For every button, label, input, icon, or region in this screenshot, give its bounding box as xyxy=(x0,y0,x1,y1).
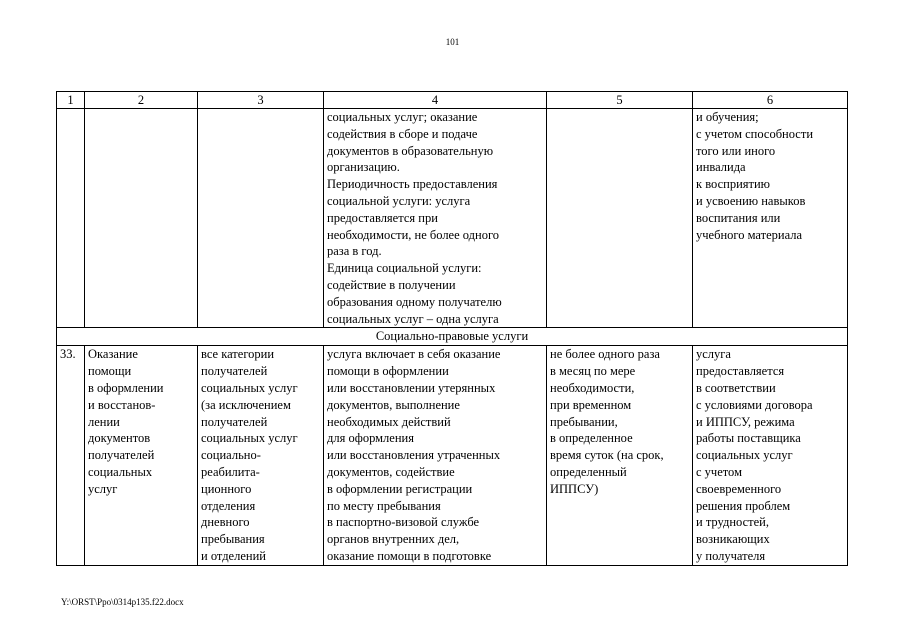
cell-line: ИППСУ) xyxy=(550,481,599,496)
cell-line: услуга xyxy=(696,347,731,362)
cell-line: с учетом xyxy=(696,464,742,479)
cell-line: своевременного xyxy=(696,481,782,496)
cell-line: того или иного xyxy=(696,143,776,158)
cell-line: социальных услуг – одна услуга xyxy=(327,311,499,326)
cell-line: при временном xyxy=(550,397,632,412)
cell-line: получателей xyxy=(201,414,268,429)
cell-line: все категории xyxy=(201,347,275,362)
cell-line: с учетом способности xyxy=(696,126,814,141)
cont-col5 xyxy=(547,109,693,328)
cell-line: или восстановлении утерянных xyxy=(327,380,496,395)
header-cell-5: 5 xyxy=(547,92,693,109)
cell-line: в определенное xyxy=(550,431,633,446)
cell-line: социальных услуг xyxy=(201,431,298,446)
footer-file-path: Y:\ORST\Ppo\0314p135.f22.docx xyxy=(61,597,184,607)
row-33 xyxy=(57,346,848,565)
cell-line: необходимых действий xyxy=(327,414,451,429)
services-table xyxy=(56,91,848,566)
header-cell-1: 1 xyxy=(57,92,85,109)
cell-line: организацию. xyxy=(327,160,400,175)
cell-line: в оформлении xyxy=(88,380,164,395)
cell-line: у получателя xyxy=(696,548,766,563)
row33-number xyxy=(57,346,85,565)
cell-line: решения проблем xyxy=(696,498,791,513)
cell-line: Оказание xyxy=(88,347,138,362)
cell-line: органов внутренних дел, xyxy=(327,532,460,547)
header-cell-4: 4 xyxy=(324,92,547,109)
cell-line: документов, содействие xyxy=(327,464,455,479)
header-cell-3: 3 xyxy=(198,92,324,109)
cont-col4-description xyxy=(324,109,547,328)
cell-line: для оформления xyxy=(327,431,414,446)
cell-line: раза в год. xyxy=(327,244,382,259)
cont-col3 xyxy=(198,109,324,328)
page-number: 101 xyxy=(445,37,460,47)
cell-line: пребывании, xyxy=(550,414,618,429)
cell-line: социально- xyxy=(201,448,261,463)
cell-line: отделения xyxy=(201,498,256,513)
cell-line: возникающих xyxy=(696,532,770,547)
cell-line: социальных xyxy=(88,464,153,479)
cell-line: и восстанов- xyxy=(88,397,156,412)
cell-line: с условиями договора xyxy=(696,397,813,412)
cell-line: в месяц по мере xyxy=(550,364,636,379)
cell-line: и усвоению навыков xyxy=(696,193,806,208)
cell-line: в паспортно-визовой службе xyxy=(327,515,480,530)
cell-line: и обучения; xyxy=(696,110,759,124)
table-header-row xyxy=(57,92,848,109)
cell-line: документов xyxy=(88,431,151,446)
cont-col2 xyxy=(85,109,198,328)
cell-line: пребывания xyxy=(201,532,265,547)
section-title: Социально-правовые услуги xyxy=(57,328,848,346)
cell-line: услуг xyxy=(88,481,118,496)
cell-line: социальных услуг; оказание xyxy=(327,110,478,124)
cell-line: документов в образовательную xyxy=(327,143,494,158)
cell-line: документов, выполнение xyxy=(327,397,460,412)
cell-line: время суток (на срок, xyxy=(550,448,664,463)
cell-line: предоставляется xyxy=(696,364,785,379)
cell-line: услуга включает в себя оказание xyxy=(327,347,501,362)
cell-line: ционного xyxy=(201,481,252,496)
cell-line: к восприятию xyxy=(696,177,770,192)
cell-line: необходимости, не более одного xyxy=(327,227,500,242)
cell-line: воспитания или xyxy=(696,210,781,225)
cell-line: лении xyxy=(88,414,120,429)
row33-service-name xyxy=(85,346,198,565)
cell-line: социальных услуг xyxy=(696,448,793,463)
cell-line: помощи в оформлении xyxy=(327,364,449,379)
row33-description xyxy=(324,346,547,565)
cell-line: учебного материала xyxy=(696,227,803,242)
cell-line: работы поставщика xyxy=(696,431,801,446)
row33-conditions xyxy=(693,346,848,565)
cont-col1 xyxy=(57,109,85,328)
cell-line: образования одному получателю xyxy=(327,294,502,309)
cont-col6-conditions xyxy=(693,109,848,328)
cell-line: или восстановления утраченных xyxy=(327,448,501,463)
cell-line: Периодичность предоставления xyxy=(327,177,498,192)
cell-line: получателей xyxy=(201,364,268,379)
header-cell-2: 2 xyxy=(85,92,198,109)
cell-line: Единица социальной услуги: xyxy=(327,261,482,276)
cell-line: и ИППСУ, режима xyxy=(696,414,795,429)
cell-line: оказание помощи в подготовке xyxy=(327,548,492,563)
cell-line: предоставляется при xyxy=(327,210,438,225)
cell-line: и трудностей, xyxy=(696,515,769,530)
cell-line: получателей xyxy=(88,448,155,463)
cell-line: реабилита- xyxy=(201,464,260,479)
cell-line: социальной услуги: услуга xyxy=(327,193,471,208)
cell-line: по месту пребывания xyxy=(327,498,441,513)
section-row xyxy=(57,328,848,346)
cell-line: дневного xyxy=(201,515,250,530)
cell-line: определенный xyxy=(550,464,627,479)
cell-line: социальных услуг xyxy=(201,380,298,395)
row33-frequency xyxy=(547,346,693,565)
cell-line: в оформлении регистрации xyxy=(327,481,473,496)
row33-recipients xyxy=(198,346,324,565)
cell-line: 33. xyxy=(60,347,76,362)
cell-line: содействия в сборе и подаче xyxy=(327,126,478,141)
continuation-row xyxy=(57,109,848,328)
cell-line: не более одного раза xyxy=(550,347,660,362)
header-cell-6: 6 xyxy=(693,92,848,109)
cell-line: помощи xyxy=(88,364,132,379)
cell-line: инвалида xyxy=(696,160,746,175)
cell-line: и отделений xyxy=(201,548,266,563)
cell-line: необходимости, xyxy=(550,380,635,395)
cell-line: (за исключением xyxy=(201,397,291,412)
cell-line: содействие в получении xyxy=(327,277,456,292)
cell-line: в соответствии xyxy=(696,380,776,395)
